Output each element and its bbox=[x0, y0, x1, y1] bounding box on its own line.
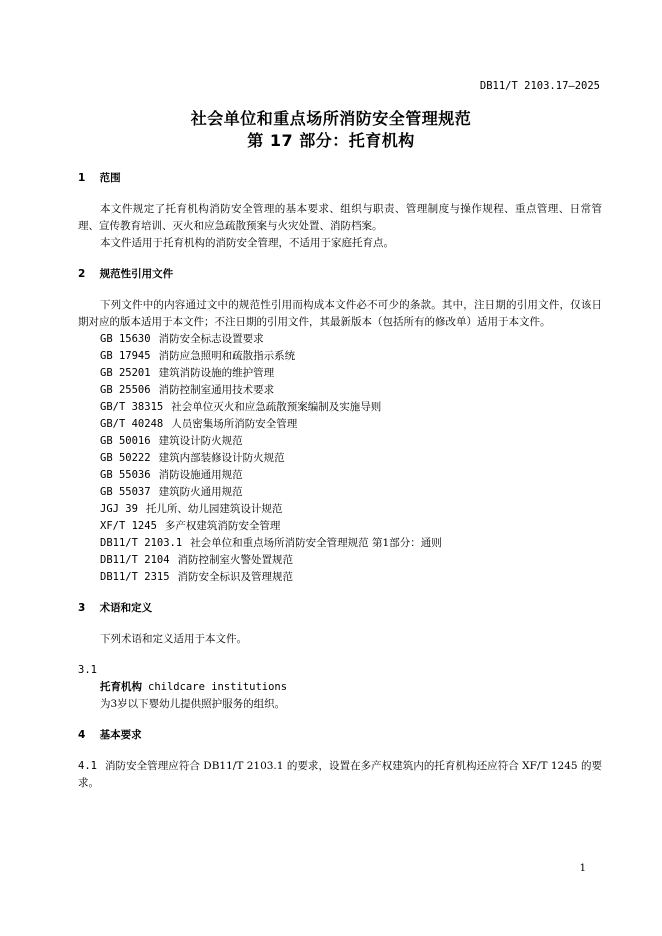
reference-code: XF/T 1245 bbox=[100, 520, 157, 532]
clause-number: 4.1 bbox=[78, 760, 97, 772]
reference-title: 人员密集场所消防安全管理 bbox=[171, 418, 298, 430]
section-3-heading bbox=[78, 600, 602, 617]
reference-code: DB11/T 2103.1 bbox=[100, 537, 183, 549]
page-number: 1 bbox=[579, 863, 586, 874]
reference-item bbox=[100, 518, 602, 535]
reference-title: 消防设施通用规范 bbox=[158, 469, 243, 481]
reference-code: GB 25506 bbox=[100, 384, 151, 396]
reference-title: 多产权建筑消防安全管理 bbox=[164, 520, 281, 532]
section-1-number: 1 bbox=[78, 172, 86, 184]
section-1-paragraph-1: 本文件规定了托育机构消防安全管理的基本要求、组织与职责、管理制度与操作规程、重点管理、日常管理、宣传教育培训、灭火和应急疏散预案与火灾处置、消防档案。 bbox=[78, 203, 602, 232]
reference-title: 消防控制室通用技术要求 bbox=[158, 384, 275, 396]
section-3-number: 3 bbox=[78, 602, 86, 614]
reference-item bbox=[100, 569, 602, 586]
term-entry bbox=[100, 679, 602, 696]
reference-code: GB 25201 bbox=[100, 367, 151, 379]
reference-code: GB 15630 bbox=[100, 333, 151, 345]
reference-item bbox=[100, 416, 602, 433]
term-definition: 为3岁以下婴幼儿提供照护服务的组织。 bbox=[100, 698, 286, 710]
reference-item bbox=[100, 433, 602, 450]
reference-code: DB11/T 2315 bbox=[100, 571, 170, 583]
reference-title: 建筑消防设施的维护管理 bbox=[158, 367, 275, 379]
reference-item bbox=[100, 552, 602, 569]
reference-title: 社会单位和重点场所消防安全管理规范 第1部分：通则 bbox=[190, 537, 442, 549]
reference-title: 托儿所、幼儿园建筑设计规范 bbox=[145, 503, 283, 515]
reference-item bbox=[100, 365, 602, 382]
section-1-title: 范围 bbox=[99, 172, 121, 184]
reference-item bbox=[100, 348, 602, 365]
document-number: DB11/T 2103.17—2025 bbox=[479, 80, 600, 92]
section-1-heading bbox=[78, 170, 602, 187]
section-1-paragraph-2: 本文件适用于托育机构的消防安全管理，不适用于家庭托育点。 bbox=[100, 237, 394, 249]
reference-code: GB 50016 bbox=[100, 435, 151, 447]
title-line-2: 第 17 部分：托育机构 bbox=[247, 131, 415, 150]
section-3-intro: 下列术语和定义适用于本文件。 bbox=[100, 633, 247, 645]
reference-code: DB11/T 2104 bbox=[100, 554, 170, 566]
reference-title: 建筑设计防火规范 bbox=[158, 435, 243, 447]
reference-code: GB 55036 bbox=[100, 469, 151, 481]
reference-title: 消防控制室火警处置规范 bbox=[177, 554, 294, 566]
section-4-heading bbox=[78, 727, 602, 744]
reference-item bbox=[100, 331, 602, 348]
section-2-title: 规范性引用文件 bbox=[99, 268, 174, 280]
reference-item bbox=[100, 467, 602, 484]
normative-reference-list bbox=[78, 331, 602, 586]
reference-code: GB 55037 bbox=[100, 486, 151, 498]
reference-item bbox=[100, 535, 602, 552]
reference-title: 建筑内部装修设计防火规范 bbox=[158, 452, 285, 464]
reference-code: GB 17945 bbox=[100, 350, 151, 362]
reference-title: 社会单位灭火和应急疏散预案编制及实施导则 bbox=[171, 401, 382, 413]
section-3-title: 术语和定义 bbox=[99, 602, 153, 614]
section-4-title: 基本要求 bbox=[99, 729, 142, 741]
section-4-number: 4 bbox=[78, 729, 86, 741]
clause-text: 消防安全管理应符合 DB11/T 2103.1 的要求，设置在多产权建筑内的托育机构还应符合 XF/T 1245 的要求。 bbox=[78, 760, 602, 789]
reference-title: 消防应急照明和疏散指示系统 bbox=[158, 350, 296, 362]
term-english: childcare institutions bbox=[148, 681, 288, 693]
reference-title: 消防安全标志设置要求 bbox=[158, 333, 264, 345]
term-number: 3.1 bbox=[78, 664, 97, 676]
section-2-intro: 下列文件中的内容通过文中的规范性引用而构成本文件必不可少的条款。其中，注日期的引用文件，仅该日期对应的版本适用于本文件；不注日期的引用文件，其最新版本（包括所有的修改单）适用于本文件。 bbox=[78, 299, 602, 328]
document-body bbox=[78, 170, 602, 792]
title-line-1: 社会单位和重点场所消防安全管理规范 bbox=[190, 109, 472, 128]
reference-item bbox=[100, 484, 602, 501]
reference-code: GB/T 40248 bbox=[100, 418, 164, 430]
reference-item bbox=[100, 382, 602, 399]
clause-4-1 bbox=[78, 758, 602, 792]
reference-code: JGJ 39 bbox=[100, 503, 138, 515]
reference-code: GB 50222 bbox=[100, 452, 151, 464]
term-chinese: 托育机构 bbox=[100, 681, 142, 693]
reference-item bbox=[100, 450, 602, 467]
section-2-number: 2 bbox=[78, 268, 86, 280]
reference-item bbox=[100, 399, 602, 416]
section-2-heading bbox=[78, 266, 602, 283]
document-title bbox=[0, 108, 662, 152]
reference-title: 消防安全标识及管理规范 bbox=[177, 571, 294, 583]
reference-title: 建筑防火通用规范 bbox=[158, 486, 243, 498]
reference-item bbox=[100, 501, 602, 518]
reference-code: GB/T 38315 bbox=[100, 401, 164, 413]
